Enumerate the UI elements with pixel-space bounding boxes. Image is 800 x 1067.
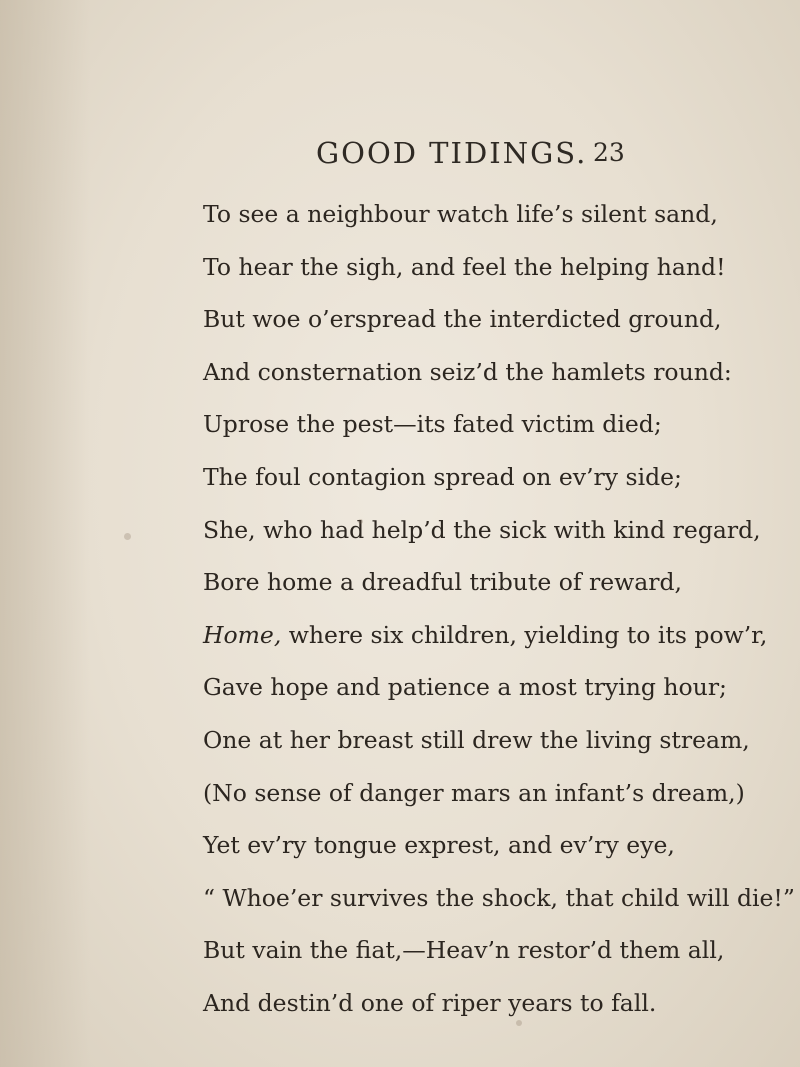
poem-line: And consternation seiz’d the hamlets round: xyxy=(203,357,732,386)
poem-line: Bore home a dreadful tribute of reward, xyxy=(203,568,683,597)
foxing-spot xyxy=(358,519,363,524)
poem-stanza xyxy=(203,194,795,1036)
page-gutter-shadow xyxy=(0,0,90,1067)
poem-line: Gave hope and patience a most trying hour; xyxy=(203,673,727,702)
foxing-spot xyxy=(516,1020,522,1026)
poem-line: The foul contagion spread on ev’ry side; xyxy=(203,462,682,491)
foxing-spot xyxy=(124,533,131,540)
poem-line: But vain the fiat,—Heav’n restor’d them all, xyxy=(203,936,725,965)
poem-line: One at her breast still drew the living stream, xyxy=(203,725,750,754)
poem-line: She, who had help’d the sick with kind regard, xyxy=(203,515,761,544)
poem-line: “ Whoe’er survives the shock, that child will die!” xyxy=(203,883,795,912)
page-number: 23 xyxy=(593,138,625,167)
running-header-title: GOOD TIDINGS. xyxy=(316,136,588,170)
poem-line: Uprose the pest—its fated victim died; xyxy=(203,410,662,439)
poem-line: Home, where six children, yielding to its pow’r, xyxy=(203,620,768,649)
poem-line: (No sense of danger mars an infant’s dream,) xyxy=(203,778,745,807)
poem-line: But woe o’erspread the interdicted ground, xyxy=(203,305,722,334)
poem-line: To hear the sigh, and feel the helping hand! xyxy=(203,252,726,281)
poem-line: Yet ev’ry tongue exprest, and ev’ry eye, xyxy=(203,831,675,860)
poem-line: To see a neighbour watch life’s silent sand, xyxy=(203,200,718,228)
poem-line: And destin’d one of riper years to fall. xyxy=(203,988,657,1017)
